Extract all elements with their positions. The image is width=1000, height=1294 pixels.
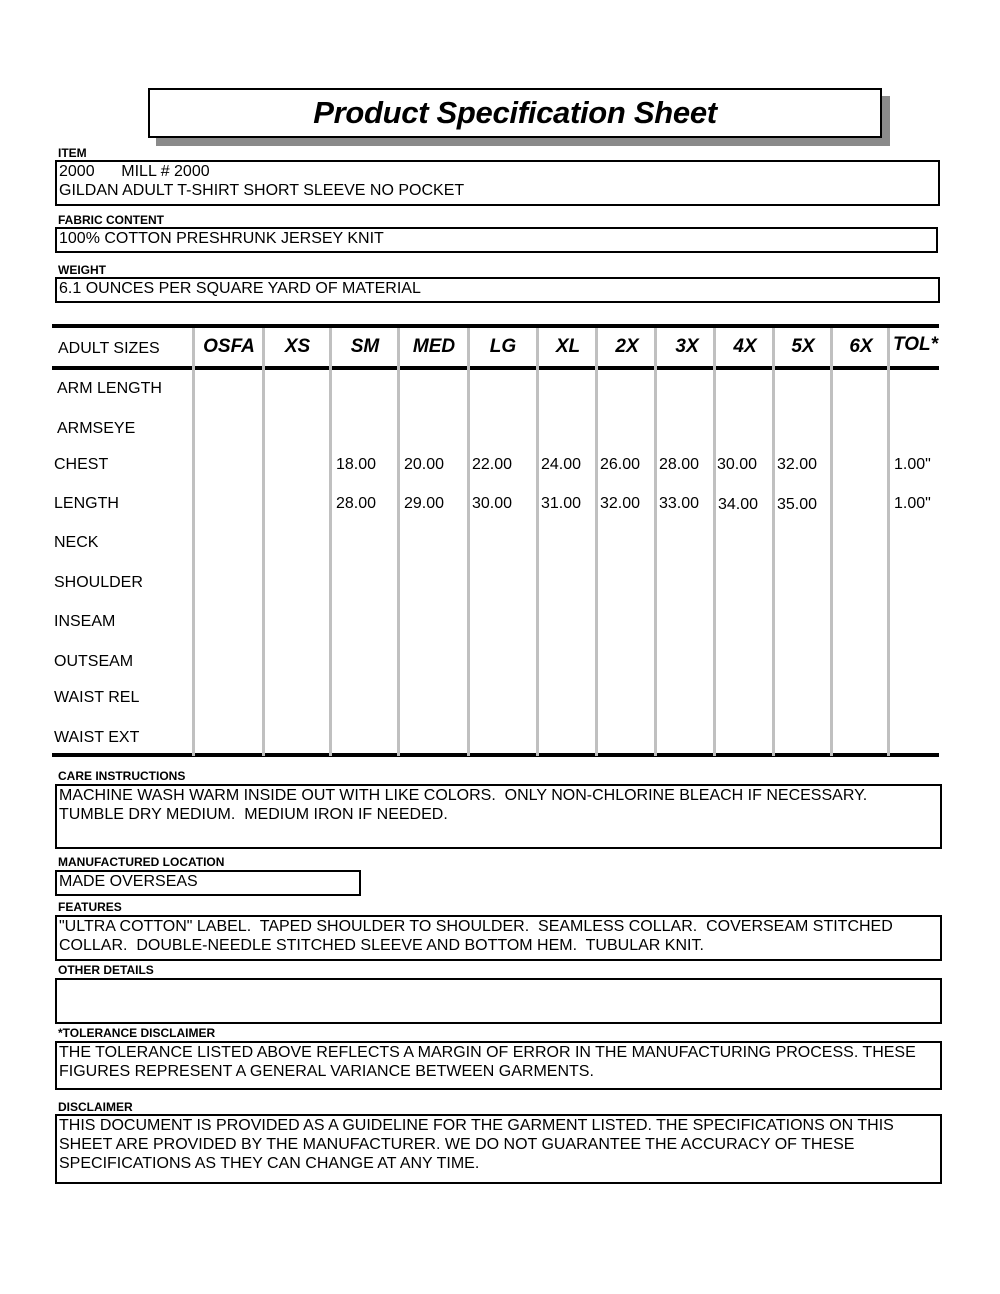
title-box [148, 88, 882, 138]
chest-sm: 18.00 [336, 456, 377, 473]
column-divider [713, 328, 716, 756]
item-description: GILDAN ADULT T-SHIRT SHORT SLEEVE NO POCKET [59, 182, 465, 199]
disclaimer-line-1: THIS DOCUMENT IS PROVIDED AS A GUIDELINE FOR THE GARMENT LISTED. THE SPECIFICATIONS ON THIS [59, 1117, 894, 1134]
disclaimer-line-3: SPECIFICATIONS AS THEY CAN CHANGE AT ANY TIME. [59, 1155, 480, 1172]
row-label-waist-ext: WAIST EXT [54, 729, 140, 746]
row-label-outseam: OUTSEAM [54, 653, 134, 670]
column-divider [772, 328, 775, 756]
column-header-lg: LG [489, 336, 517, 357]
other-details-label: OTHER DETAILS [58, 963, 154, 977]
row-label-arm-length: ARM LENGTH [57, 380, 162, 397]
features-line-1: "ULTRA COTTON" LABEL. TAPED SHOULDER TO SHOULDER. SEAMLESS COLLAR. COVERSEAM STITCHED [59, 918, 893, 935]
adult-sizes-header: ADULT SIZES [58, 340, 160, 357]
length-4x: 34.00 [718, 496, 759, 513]
location-value: MADE OVERSEAS [59, 873, 198, 890]
column-header-sm: SM [350, 336, 380, 357]
column-divider [397, 328, 400, 756]
features-box [55, 915, 942, 961]
table-bottom-rule [52, 753, 939, 757]
tolerance-disclaimer-box [55, 1041, 942, 1090]
column-divider [830, 328, 833, 756]
chest-tolerance: 1.00" [894, 456, 931, 473]
item-label: ITEM [58, 146, 87, 160]
column-header-6x: 6X [849, 336, 873, 357]
table-header-rule [52, 366, 939, 370]
chest-med: 20.00 [404, 456, 445, 473]
column-divider [536, 328, 539, 756]
column-header-osfa: OSFA [203, 336, 255, 357]
length-med: 29.00 [404, 495, 445, 512]
column-divider [595, 328, 598, 756]
chest-5x: 32.00 [777, 456, 818, 473]
tolerance-line-1: THE TOLERANCE LISTED ABOVE REFLECTS A MARGIN OF ERROR IN THE MANUFACTURING PROCESS. THESE [59, 1044, 916, 1061]
care-line-2: TUMBLE DRY MEDIUM. MEDIUM IRON IF NEEDED. [59, 806, 448, 823]
disclaimer-line-2: SHEET ARE PROVIDED BY THE MANUFACTURER. WE DO NOT GUARANTEE THE ACCURACY OF THESE [59, 1136, 855, 1153]
column-header-2x: 2X [615, 336, 639, 357]
row-label-length: LENGTH [54, 495, 119, 512]
length-tolerance: 1.00" [894, 495, 931, 512]
weight-value: 6.1 OUNCES PER SQUARE YARD OF MATERIAL [59, 280, 421, 297]
fabric-box [55, 227, 938, 253]
item-number: 2000 MILL # 2000 [59, 163, 210, 180]
row-label-chest: CHEST [54, 456, 109, 473]
row-label-shoulder: SHOULDER [54, 574, 143, 591]
column-header-5x: 5X [791, 336, 815, 357]
column-divider [329, 328, 332, 756]
length-sm: 28.00 [336, 495, 377, 512]
length-2x: 32.00 [600, 495, 641, 512]
column-header-tol: TOL* [893, 334, 939, 355]
column-divider [654, 328, 657, 756]
disclaimer-label: DISCLAIMER [58, 1100, 133, 1114]
column-divider [887, 328, 890, 756]
fabric-label: FABRIC CONTENT [58, 213, 164, 227]
chest-2x: 26.00 [600, 456, 641, 473]
column-header-xs: XS [284, 336, 311, 357]
weight-label: WEIGHT [58, 263, 106, 277]
column-header-3x: 3X [675, 336, 699, 357]
care-line-1: MACHINE WASH WARM INSIDE OUT WITH LIKE COLORS. ONLY NON-CHLORINE BLEACH IF NECESSARY. [59, 787, 868, 804]
table-top-rule [52, 324, 939, 328]
column-divider [192, 328, 195, 756]
length-3x: 33.00 [659, 495, 700, 512]
row-label-inseam: INSEAM [54, 613, 116, 630]
tolerance-disclaimer-label: *TOLERANCE DISCLAIMER [58, 1026, 216, 1040]
item-box [55, 160, 940, 206]
column-header-4x: 4X [733, 336, 757, 357]
column-divider [467, 328, 470, 756]
length-lg: 30.00 [472, 495, 513, 512]
disclaimer-box [55, 1114, 942, 1184]
fabric-value: 100% COTTON PRESHRUNK JERSEY KNIT [59, 230, 384, 247]
chest-4x: 30.00 [717, 456, 758, 473]
tolerance-line-2: FIGURES REPRESENT A GENERAL VARIANCE BETWEEN GARMENTS. [59, 1063, 594, 1080]
chest-lg: 22.00 [472, 456, 513, 473]
care-label: CARE INSTRUCTIONS [58, 769, 186, 783]
length-xl: 31.00 [541, 495, 582, 512]
care-box [55, 784, 942, 849]
location-box [55, 870, 361, 896]
features-label: FEATURES [58, 900, 122, 914]
column-divider [262, 328, 265, 756]
location-label: MANUFACTURED LOCATION [58, 855, 225, 869]
chest-xl: 24.00 [541, 456, 582, 473]
other-details-box [55, 978, 942, 1024]
length-5x: 35.00 [777, 496, 818, 513]
row-label-neck: NECK [54, 534, 99, 551]
column-header-xl: XL [555, 336, 581, 357]
row-label-waist-rel: WAIST REL [54, 689, 140, 706]
features-line-2: COLLAR. DOUBLE-NEEDLE STITCHED SLEEVE AND BOTTOM HEM. TUBULAR KNIT. [59, 937, 704, 954]
column-header-med: MED [412, 336, 456, 357]
weight-box [55, 277, 940, 303]
chest-3x: 28.00 [659, 456, 700, 473]
page-title: Product Specification Sheet [313, 95, 717, 130]
row-label-armseye: ARMSEYE [57, 420, 136, 437]
